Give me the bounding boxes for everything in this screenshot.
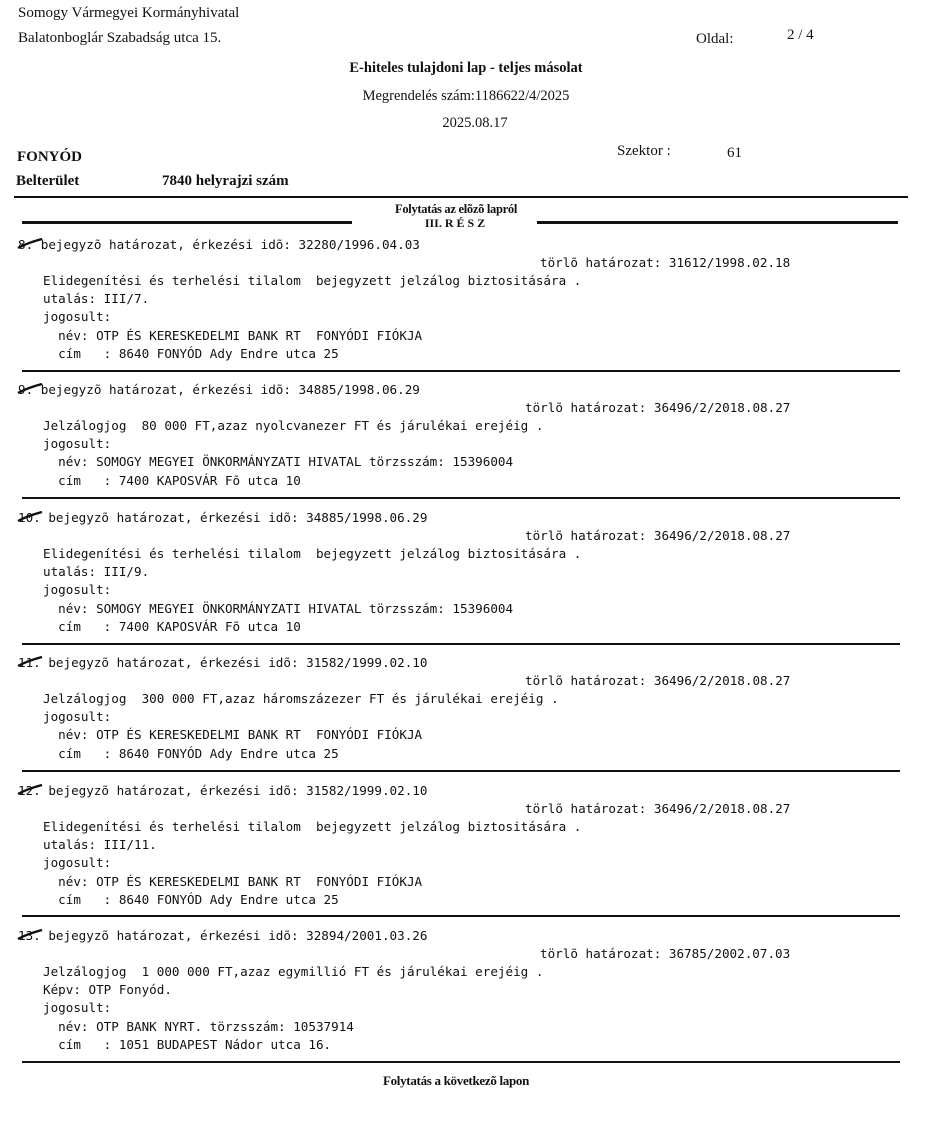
- entry-registration: bejegyzõ határozat, érkezési idõ: 31582/1999.02.10: [48, 655, 428, 670]
- entry-divider: [22, 643, 900, 645]
- entry-text-line: Jelzálogjog 1 000 000 FT,azaz egymillió FT és járulékai erejéig .: [43, 964, 544, 979]
- header-rule: [14, 196, 908, 198]
- entry-text-line: Elidegenítési és terhelési tilalom bejegyzett jelzálog biztositására .: [43, 546, 582, 561]
- entry-divider: [22, 770, 900, 772]
- town-name: FONYÓD: [17, 149, 82, 165]
- entry-text-line: utalás: III/11.: [43, 837, 157, 853]
- entry-text-line: név: OTP BANK NYRT. törzsszám: 10537914: [43, 1018, 354, 1034]
- office-address: Balatonboglár Szabadság utca 15.: [18, 30, 222, 46]
- entry-text-line: cím : 8640 FONYÓD Ady Endre utca 25: [43, 745, 339, 761]
- entry-text-line: jogosult:: [43, 309, 112, 325]
- entry-header: [18, 509, 427, 527]
- entry-text-line: Jelzálogjog 300 000 FT,azaz háromszázezer FT és járulékai erejéig .: [43, 691, 559, 706]
- entry-cancellation: törlõ határozat: 36785/2002.07.03: [540, 946, 791, 961]
- document-date: 2025.08.17: [442, 115, 508, 131]
- entry-cancellation: törlõ határozat: 36496/2/2018.08.27: [525, 528, 791, 543]
- entry-header: [18, 654, 427, 672]
- entry-registration: bejegyzõ határozat, érkezési idõ: 34885/1998.06.29: [40, 382, 420, 397]
- entry-cancellation: törlõ határozat: 31612/1998.02.18: [540, 255, 791, 270]
- office-name: Somogy Vármegyei Kormányhivatal: [18, 5, 240, 21]
- entry-text-line: jogosult:: [43, 709, 112, 725]
- entry-text-line: Elidegenítési és terhelési tilalom bejegyzett jelzálog biztositására .: [43, 273, 582, 288]
- entry-cancellation: törlõ határozat: 36496/2/2018.08.27: [525, 400, 791, 415]
- section-title: III. R É S Z: [424, 216, 486, 230]
- entry-number: 10.: [18, 510, 41, 525]
- sector-value: 61: [727, 145, 742, 161]
- entry-text-line: név: SOMOGY MEGYEI ÖNKORMÁNYZATI HIVATAL törzsszám: 15396004: [43, 600, 514, 616]
- entry-text-line: név: SOMOGY MEGYEI ÖNKORMÁNYZATI HIVATAL törzsszám: 15396004: [43, 454, 514, 470]
- entry-text-line: név: OTP ÉS KERESKEDELMI BANK RT FONYÓDI FIÓKJA: [43, 327, 423, 343]
- page-label: Oldal:: [696, 31, 734, 47]
- area-type: Belterület: [16, 173, 80, 189]
- entry-text-line: utalás: III/7.: [43, 291, 150, 307]
- entry-text-line: jogosult:: [43, 436, 112, 452]
- strikethrough-mark-icon: [17, 383, 43, 395]
- entry-text-line: utalás: III/9.: [43, 564, 150, 580]
- continued-to: Folytatás a következõ lapon: [382, 1073, 530, 1088]
- entry-text-line: jogosult:: [43, 582, 112, 598]
- strikethrough-mark-icon: [17, 238, 43, 250]
- entry-number: 12.: [18, 783, 41, 798]
- entry-text-line: cím : 8640 FONYÓD Ady Endre utca 25: [43, 345, 339, 361]
- entry-text-line: cím : 8640 FONYÓD Ady Endre utca 25: [43, 891, 339, 907]
- strikethrough-mark-icon: [17, 784, 43, 796]
- entry-number: 13.: [18, 928, 41, 943]
- entry-text-line: név: OTP ÉS KERESKEDELMI BANK RT FONYÓDI FIÓKJA: [43, 873, 423, 889]
- parcel-number: 7840 helyrajzi szám: [162, 173, 289, 189]
- entry-header: [18, 236, 420, 254]
- entry-cancellation: törlõ határozat: 36496/2/2018.08.27: [525, 673, 791, 688]
- entry-text-line: név: OTP ÉS KERESKEDELMI BANK RT FONYÓDI FIÓKJA: [43, 727, 423, 743]
- strikethrough-mark-icon: [17, 929, 43, 941]
- entry-text-line: jogosult:: [43, 855, 112, 871]
- entry-number: 9.: [18, 382, 34, 397]
- entry-registration: bejegyzõ határozat, érkezési idõ: 32894/2001.03.26: [48, 928, 428, 943]
- sector-label: Szektor :: [617, 143, 671, 159]
- entry-number: 8.: [18, 237, 34, 252]
- strikethrough-mark-icon: [17, 511, 43, 523]
- entry-text-line: cím : 1051 BUDAPEST Nádor utca 16.: [43, 1036, 332, 1052]
- footer-rule: [22, 1061, 900, 1063]
- entry-cancellation: törlõ határozat: 36496/2/2018.08.27: [525, 801, 791, 816]
- entry-divider: [22, 915, 900, 917]
- strikethrough-mark-icon: [17, 656, 43, 668]
- entry-registration: bejegyzõ határozat, érkezési idõ: 34885/1998.06.29: [48, 510, 428, 525]
- entry-header: [18, 381, 420, 399]
- order-number: Megrendelés szám:1186622/4/2025: [362, 88, 570, 104]
- entry-header: [18, 782, 427, 800]
- continued-from: Folytatás az elõzõ lapról: [395, 202, 517, 216]
- entry-text-line: Jelzálogjog 80 000 FT,azaz nyolcvanezer FT és járulékai erejéig .: [43, 418, 544, 433]
- document-title: E-hiteles tulajdoni lap - teljes másolat: [349, 60, 583, 76]
- entry-text-line: Képv: OTP Fonyód.: [43, 982, 172, 998]
- entry-registration: bejegyzõ határozat, érkezési idõ: 32280/1996.04.03: [40, 237, 420, 252]
- entry-text-line: cím : 7400 KAPOSVÁR Fõ utca 10: [43, 472, 301, 488]
- entry-text-line: Elidegenítési és terhelési tilalom bejegyzett jelzálog biztositására .: [43, 819, 582, 834]
- entry-divider: [22, 497, 900, 499]
- page-number: 2 / 4: [787, 27, 814, 43]
- entry-header: [18, 927, 427, 945]
- entry-text-line: jogosult:: [43, 1000, 112, 1016]
- entry-number: 11.: [18, 655, 41, 670]
- entry-text-line: cím : 7400 KAPOSVÁR Fõ utca 10: [43, 618, 301, 634]
- entry-registration: bejegyzõ határozat, érkezési idõ: 31582/1999.02.10: [48, 783, 428, 798]
- entry-divider: [22, 370, 900, 372]
